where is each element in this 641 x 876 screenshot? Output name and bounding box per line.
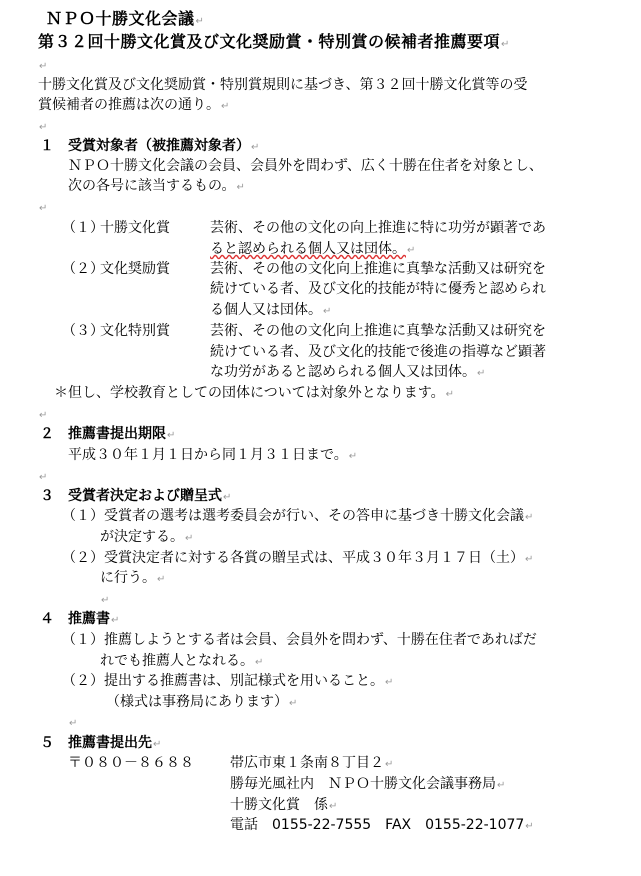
award-1-number: （１） (62, 220, 104, 236)
award-3-number: （３） (62, 323, 104, 339)
intro-line-1: 十勝文化賞及び文化奨励賞・特別賞規則に基づき、第３２回十勝文化賞等の受 (38, 77, 528, 93)
award-3-desc-2: 続けている者、及び文化的技能で後進の指導など顕著 (210, 344, 546, 360)
page-title: 第３２回十勝文化賞及び文化奨励賞・特別賞の候補者推薦要項↵ (38, 32, 510, 51)
section-2-number: ２ (40, 426, 54, 442)
section-3-item-1-line-2: が決定する。↵ (100, 529, 194, 545)
award-2-number: （２） (62, 261, 104, 277)
section-3-number: ３ (40, 488, 54, 504)
section-3-item-2-line-2: に行う。↵ (100, 570, 166, 586)
award-3-desc-1: 芸術、その他の文化向上推進に真摯な活動又は研究を (210, 323, 546, 339)
phone-fax: 電話 0155-22-7555 FAX 0155-22-1077↵ (230, 817, 534, 833)
section-4-item-2-line-2: （様式は事務局にあります）↵ (106, 694, 298, 710)
address: 帯広市東１条南８丁目２↵ (230, 755, 394, 771)
award-2-desc-3: る個人又は団体。↵ (210, 302, 332, 318)
award-1-desc-2: ると認められる個人又は団体。↵ (210, 241, 416, 257)
blank-line: ↵ (39, 203, 48, 214)
section-5-number: ５ (40, 735, 54, 751)
section-4-title: 推薦書↵ (68, 611, 120, 627)
blank-line: ↵ (69, 718, 78, 729)
section-4-number: ４ (40, 611, 54, 627)
section-5-title: 推薦書提出先↵ (68, 735, 162, 751)
org-name: ＮＰＯ十勝文化会議↵ (46, 9, 205, 28)
section-4-item-2-line-1: （２）提出する推薦書は、別記様式を用いること。↵ (62, 673, 394, 689)
award-3-name: 文化特別賞 (100, 323, 170, 339)
section-4-item-1-line-2: れでも推薦人となれる。↵ (100, 653, 264, 669)
blank-line: ↵ (39, 61, 48, 72)
section-3-title: 受賞者決定および贈呈式↵ (68, 488, 232, 504)
award-3-desc-3: な功労があると認められる個人又は団体。↵ (210, 364, 486, 380)
section-1-number: １ (40, 138, 54, 154)
blank-line: ↵ (39, 410, 48, 421)
office: 勝毎光風社内 ＮＰＯ十勝文化会議事務局↵ (230, 776, 506, 792)
postal-code: 〒０８０－８６８８ (68, 755, 194, 771)
section-1-desc-1: ＮＰＯ十勝文化会議の会員、会員外を問わず、広く十勝在住者を対象とし、 (68, 158, 543, 174)
intro-line-2: 賞候補者の推薦は次の通り。↵ (38, 97, 230, 113)
award-1-desc-1: 芸術、その他の文化の向上推進に特に功労が顕著であ (210, 220, 546, 236)
section-2-title: 推薦書提出期限↵ (68, 426, 176, 442)
blank-line: ↵ (39, 472, 48, 483)
award-1-name: 十勝文化賞 (100, 220, 170, 236)
contact-person: 十勝文化賞 係↵ (230, 797, 338, 813)
blank-line: ↵ (39, 122, 48, 133)
award-2-name: 文化奨励賞 (100, 261, 170, 277)
award-2-desc-2: 続けている者、及び文化的技能が特に優秀と認められ (210, 281, 546, 297)
section-4-item-1-line-1: （１）推薦しようとする者は会員、会員外を問わず、十勝在住者であればだ (62, 632, 537, 648)
blank-line: ↵ (101, 595, 110, 606)
section-2-text: 平成３０年１月１日から同１月３１日まで。↵ (68, 447, 358, 463)
section-1-note: ＊但し、学校教育としての団体については対象外となります。↵ (54, 385, 454, 401)
section-1-desc-2: 次の各号に該当するもの。↵ (68, 178, 245, 194)
award-2-desc-1: 芸術、その他の文化向上推進に真摯な活動又は研究を (210, 261, 546, 277)
section-3-item-2-line-1: （２）受賞決定者に対する各賞の贈呈式は、平成３０年３月１７日（土）↵ (62, 550, 534, 566)
section-1-title: 受賞対象者（被推薦対象者）↵ (68, 138, 260, 154)
section-3-item-1-line-1: （１）受賞者の選考は選考委員会が行い、その答申に基づき十勝文化会議↵ (62, 508, 534, 524)
